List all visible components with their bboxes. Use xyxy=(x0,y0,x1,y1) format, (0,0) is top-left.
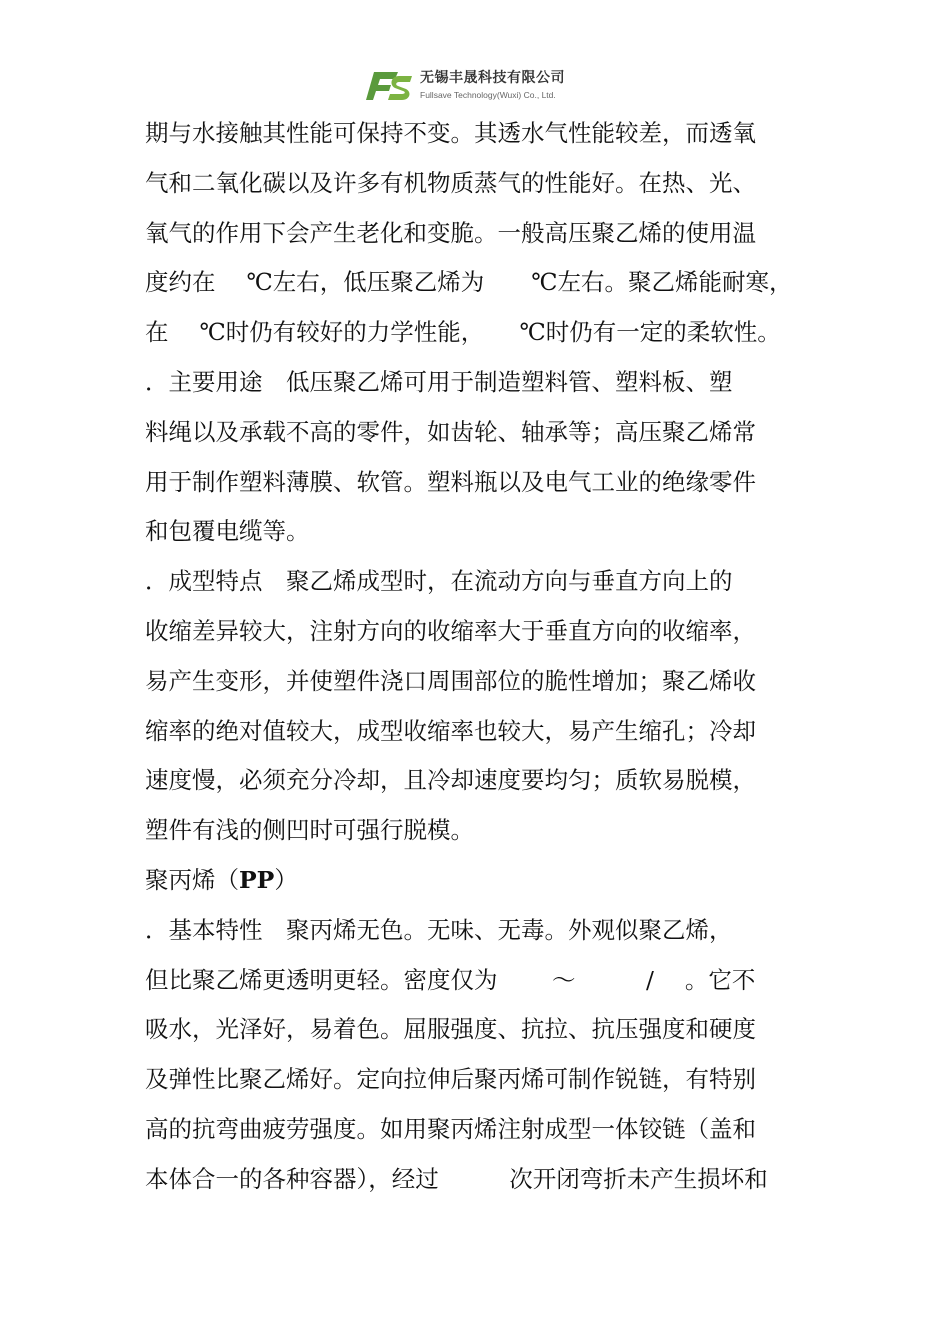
text-line: ．成型特点 聚乙烯成型时，在流动方向与垂直方向上的 xyxy=(145,567,733,596)
company-name-en: Fullsave Technology(Wuxi) Co., Ltd. xyxy=(420,90,556,100)
heading-abbreviation: PP xyxy=(239,865,275,894)
text-line: 收缩差异较大，注射方向的收缩率大于垂直方向的收缩率， xyxy=(145,616,756,645)
text-line: 易产生变形，并使塑件浇口周围部位的脆性增加；聚乙烯收 xyxy=(145,666,756,695)
text-line: 塑件有浅的侧凹时可强行脱模。 xyxy=(145,816,474,845)
text-line: 料绳以及承载不高的零件，如齿轮、轴承等；高压聚乙烯常 xyxy=(145,417,756,446)
company-name-cn: 无锡丰晟科技有限公司 xyxy=(420,70,565,86)
text-line: 速度慢，必须充分冷却，且冷却速度要均匀；质软易脱模， xyxy=(145,766,756,795)
text-line: 高的抗弯曲疲劳强度。如用聚丙烯注射成型一体铰链（盖和 xyxy=(145,1114,756,1143)
text-line: 期与水接触其性能可保持不变。其透水气性能较差，而透氧 xyxy=(145,119,756,147)
text-line: 用于制作塑料薄膜、软管。塑料瓶以及电气工业的绝缘零件 xyxy=(145,467,756,496)
text-line: 及弹性比聚乙烯好。定向拉伸后聚丙烯可制作锐链，有特别 xyxy=(145,1065,756,1094)
text-line: 氧气的作用下会产生老化和变脆。一般高压聚乙烯的使用温 xyxy=(145,218,756,247)
section-heading: 聚丙烯（PP） xyxy=(145,865,298,894)
text-line: 但比聚乙烯更透明更轻。密度仅为 ～ / 。它不 xyxy=(145,965,756,994)
text-line: 本体合一的各种容器），经过 次开闭弯折未产生损坏和 xyxy=(145,1164,768,1193)
document-body xyxy=(145,109,825,1205)
text-line: 和包覆电缆等。 xyxy=(145,517,310,546)
text-line: 气和二氧化碳以及许多有机物质蒸气的性能好。在热、光、 xyxy=(145,168,756,197)
text-line: 在 ℃时仍有较好的力学性能， ℃时仍有一定的柔软性。 xyxy=(145,318,781,347)
text-line: 缩率的绝对值较大，成型收缩率也较大，易产生缩孔；冷却 xyxy=(145,716,756,745)
text-line: 吸水，光泽好，易着色。屈服强度、抗拉、抗压强度和硬度 xyxy=(145,1015,756,1044)
company-name xyxy=(420,69,565,101)
text-line: ．主要用途 低压聚乙烯可用于制造塑料管、塑料板、塑 xyxy=(145,367,733,396)
company-logo-icon xyxy=(358,66,414,104)
page-header xyxy=(358,66,594,104)
text-line: ．基本特性 聚丙烯无色。无味、无毒。外观似聚乙烯， xyxy=(145,915,733,944)
text-line: 度约在 ℃左右，低压聚乙烯为 ℃左右。聚乙烯能耐寒， xyxy=(145,268,793,297)
